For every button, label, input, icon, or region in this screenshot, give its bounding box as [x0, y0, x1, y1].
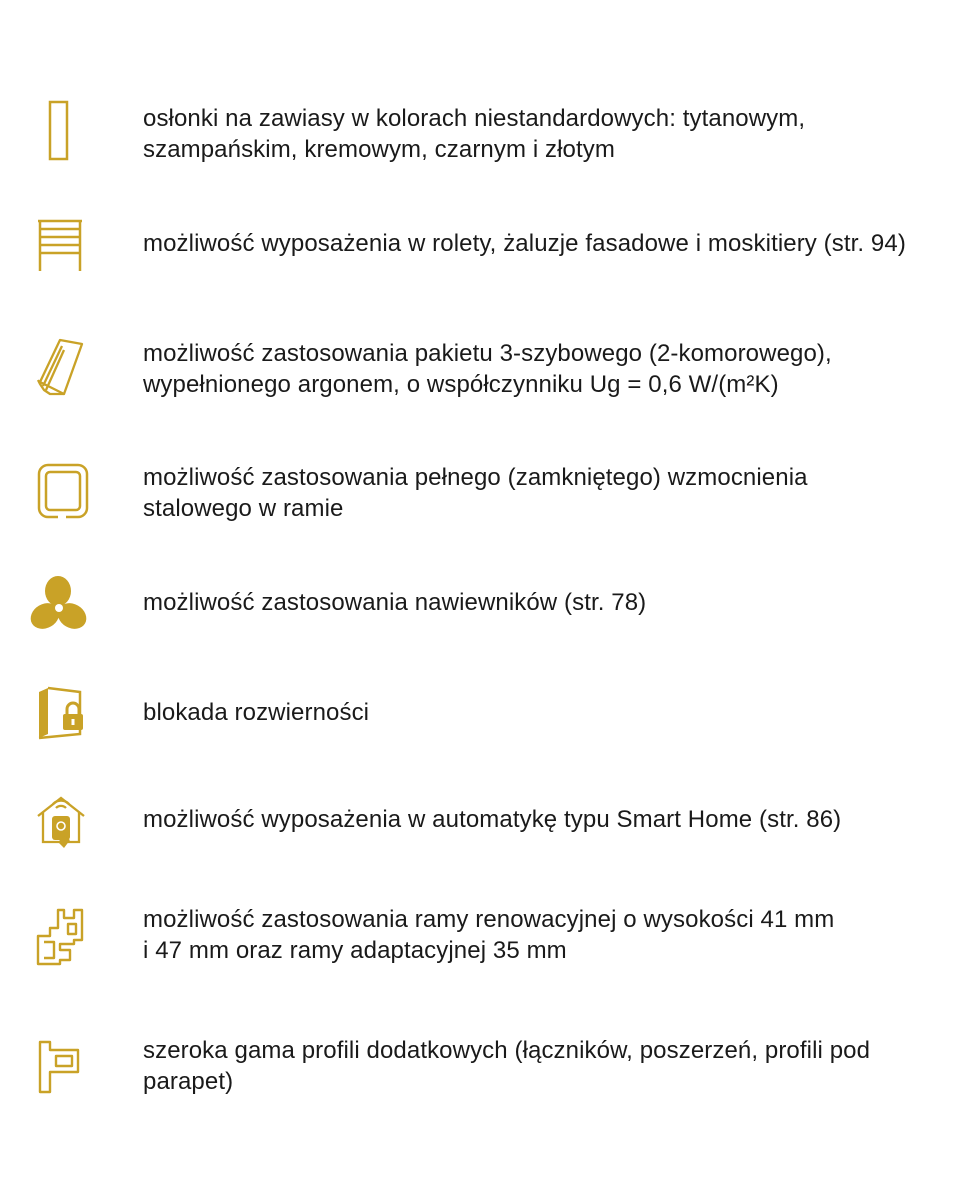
feature-line: możliwość zastosowania pełnego (zamkniętego) wzmocnienia	[143, 464, 808, 491]
feature-text	[143, 103, 943, 165]
feature-text	[143, 1035, 943, 1097]
ventilator-fan-icon	[30, 574, 90, 638]
feature-line: blokada rozwierności	[143, 699, 370, 726]
renovation-frame-icon	[30, 906, 90, 970]
smart-home-icon	[30, 792, 90, 856]
feature-text	[143, 904, 943, 966]
feature-line: stalowego w ramie	[143, 495, 344, 522]
feature-line: i 47 mm oraz ramy adaptacyjnej 35 mm	[143, 937, 567, 964]
feature-line: wypełnionego argonem, o współczynniku Ug = 0,6 W/(m²K)	[143, 371, 779, 398]
feature-text	[143, 697, 943, 728]
steel-reinforcement-icon	[30, 460, 90, 524]
feature-line: możliwość zastosowania ramy renowacyjnej o wysokości 41 mm	[143, 906, 835, 933]
opening-lock-icon	[30, 682, 90, 746]
feature-text	[143, 338, 943, 400]
feature-line: osłonki na zawiasy w kolorach niestandardowych: tytanowym,	[143, 105, 806, 132]
feature-line: szampańskim, kremowym, czarnym i złotym	[143, 136, 615, 163]
feature-text	[143, 462, 943, 524]
feature-line: możliwość zastosowania nawiewników (str. 78)	[143, 589, 647, 616]
feature-text	[143, 804, 943, 835]
feature-text	[143, 587, 943, 618]
feature-line: szeroka gama profili dodatkowych (łączników, poszerzeń, profili pod	[143, 1037, 871, 1064]
roller-shutter-icon	[30, 216, 90, 280]
feature-line: możliwość wyposażenia w rolety, żaluzje fasadowe i moskitiery (str. 94)	[143, 230, 906, 257]
feature-line: parapet)	[143, 1068, 234, 1095]
hinge-cover-icon	[30, 100, 90, 164]
feature-text	[143, 228, 943, 259]
additional-profiles-icon	[30, 1036, 90, 1100]
feature-line: możliwość zastosowania pakietu 3-szybowego (2-komorowego),	[143, 340, 832, 367]
feature-line: możliwość wyposażenia w automatykę typu Smart Home (str. 86)	[143, 806, 842, 833]
triple-glazing-icon	[30, 336, 90, 400]
